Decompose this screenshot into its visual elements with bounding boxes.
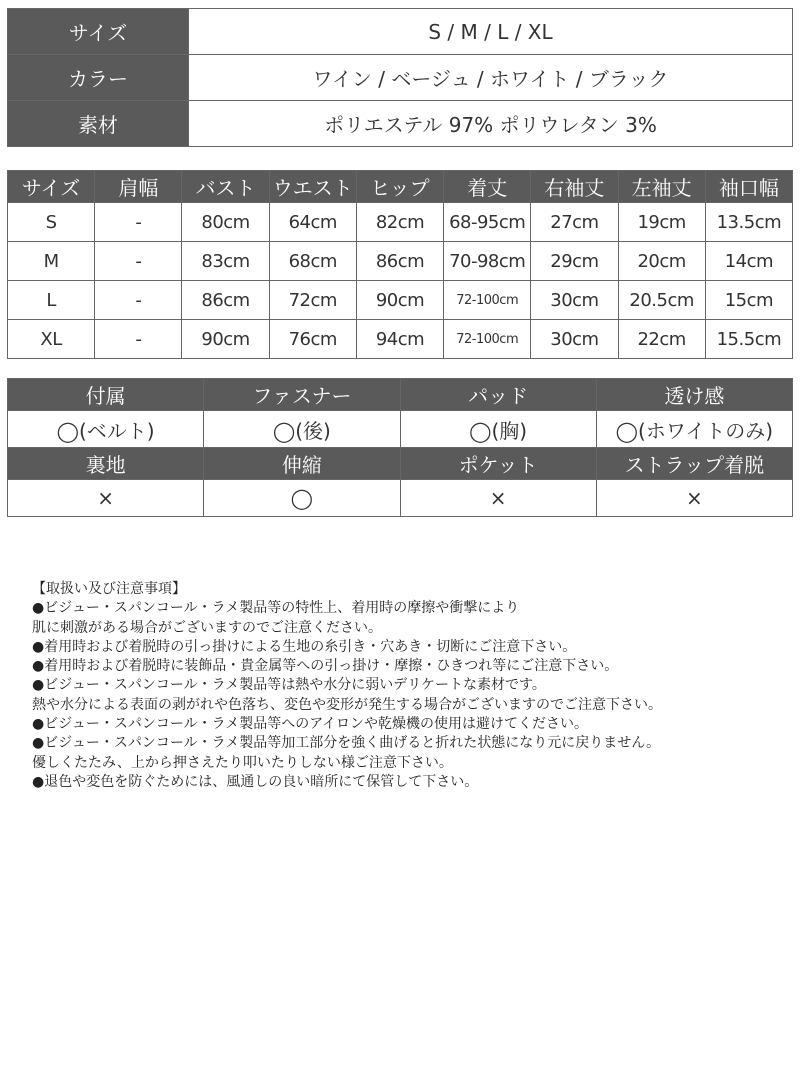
size-chart-header: サイズ (8, 171, 95, 203)
size-chart-header: 右袖丈 (531, 171, 618, 203)
note-line: ●ビジュー・スパンコール・ラメ製品等は熱や水分に弱いデリケートな素材です。 (32, 677, 546, 694)
size-cell: - (95, 242, 182, 281)
care-notes (32, 580, 792, 792)
size-cell: 68cm (269, 242, 356, 281)
info-value: ポリエステル 97% ポリウレタン 3% (189, 101, 793, 147)
feature-header: パッド (400, 379, 596, 411)
size-cell: 86cm (182, 281, 269, 320)
info-label: 素材 (8, 101, 189, 147)
feature-header: 裏地 (8, 448, 204, 480)
size-cell: 27cm (531, 203, 618, 242)
size-cell: 72-100cm (444, 281, 531, 320)
size-cell: 70-98cm (444, 242, 531, 281)
note-line: ●着用時および着脱時に装飾品・貴金属等への引っ掛け・摩擦・ひきつれ等にご注意下さい。 (32, 658, 619, 675)
feature-value: ◯(ホワイトのみ) (596, 411, 792, 448)
info-label: サイズ (8, 9, 189, 55)
size-cell: 30cm (531, 281, 618, 320)
size-cell: 30cm (531, 320, 618, 359)
note-line: ●ビジュー・スパンコール・ラメ製品等の特性上、着用時の摩擦や衝撃により (32, 600, 520, 617)
size-cell: M (8, 242, 95, 281)
info-row-material (8, 101, 793, 147)
size-chart-header: ヒップ (356, 171, 443, 203)
size-chart-header: 袖口幅 (705, 171, 792, 203)
table-row (8, 203, 793, 242)
feature-header: ファスナー (204, 379, 400, 411)
size-cell: 20cm (618, 242, 705, 281)
feature-value-row (8, 480, 793, 517)
feature-table (7, 378, 793, 517)
size-cell: 82cm (356, 203, 443, 242)
info-value: S / M / L / XL (189, 9, 793, 55)
size-cell: 15.5cm (705, 320, 792, 359)
size-cell: 94cm (356, 320, 443, 359)
info-row-size (8, 9, 793, 55)
note-line: 肌に刺激がある場合がございますのでご注意ください。 (32, 619, 382, 636)
size-cell: 72-100cm (444, 320, 531, 359)
feature-header: ストラップ着脱 (596, 448, 792, 480)
table-row (8, 281, 793, 320)
size-cell: 20.5cm (618, 281, 705, 320)
size-cell: 14cm (705, 242, 792, 281)
size-cell: 86cm (356, 242, 443, 281)
size-cell: S (8, 203, 95, 242)
feature-value-row (8, 411, 793, 448)
size-cell: L (8, 281, 95, 320)
size-cell: - (95, 320, 182, 359)
feature-header: 伸縮 (204, 448, 400, 480)
table-row (8, 242, 793, 281)
size-cell: 72cm (269, 281, 356, 320)
notes-heading: 【取扱い及び注意事項】 (32, 581, 186, 597)
info-row-color (8, 55, 793, 101)
feature-value: ◯(胸) (400, 411, 596, 448)
size-cell: XL (8, 320, 95, 359)
feature-value: × (400, 480, 596, 517)
size-cell: 64cm (269, 203, 356, 242)
info-label: カラー (8, 55, 189, 101)
size-cell: 13.5cm (705, 203, 792, 242)
feature-value: ◯(後) (204, 411, 400, 448)
size-cell: - (95, 281, 182, 320)
size-chart-header: 肩幅 (95, 171, 182, 203)
size-cell: 90cm (356, 281, 443, 320)
feature-header: 透け感 (596, 379, 792, 411)
size-cell: 90cm (182, 320, 269, 359)
note-line: ●ビジュー・スパンコール・ラメ製品等加工部分を強く曲げると折れた状態になり元に戻りません。 (32, 735, 661, 752)
size-chart-header: 着丈 (444, 171, 531, 203)
size-cell: 76cm (269, 320, 356, 359)
feature-header-row (8, 379, 793, 411)
size-chart-header: バスト (182, 171, 269, 203)
feature-header-row (8, 448, 793, 480)
size-chart-header: ウエスト (269, 171, 356, 203)
size-cell: 83cm (182, 242, 269, 281)
table-row (8, 320, 793, 359)
feature-value: × (596, 480, 792, 517)
size-cell: 68-95cm (444, 203, 531, 242)
note-line: ●着用時および着脱時の引っ掛けによる生地の糸引き・穴あき・切断にご注意下さい。 (32, 638, 577, 655)
note-line: 優しくたたみ、上から押さえたり叩いたりしない様ご注意下さい。 (32, 754, 453, 771)
size-chart-header: 左袖丈 (618, 171, 705, 203)
feature-header: 付属 (8, 379, 204, 411)
note-line: 熱や水分による表面の剥がれや色落ち、変色や変形が発生する場合がございますのでご注意下さい。 (32, 696, 662, 713)
size-cell: 29cm (531, 242, 618, 281)
size-cell: - (95, 203, 182, 242)
size-cell: 19cm (618, 203, 705, 242)
feature-header: ポケット (400, 448, 596, 480)
note-line: ●ビジュー・スパンコール・ラメ製品等へのアイロンや乾燥機の使用は避けてください。 (32, 716, 588, 733)
size-cell: 22cm (618, 320, 705, 359)
note-line: ●退色や変色を防ぐためには、風通しの良い暗所にて保管して下さい。 (32, 773, 479, 790)
feature-value: ◯ (204, 480, 400, 517)
size-chart-header-row (8, 171, 793, 203)
size-cell: 80cm (182, 203, 269, 242)
feature-value: × (8, 480, 204, 517)
size-chart-table (7, 170, 793, 359)
size-cell: 15cm (705, 281, 792, 320)
info-value: ワイン / ベージュ / ホワイト / ブラック (189, 55, 793, 101)
feature-value: ◯(ベルト) (8, 411, 204, 448)
product-info-table (7, 8, 793, 147)
